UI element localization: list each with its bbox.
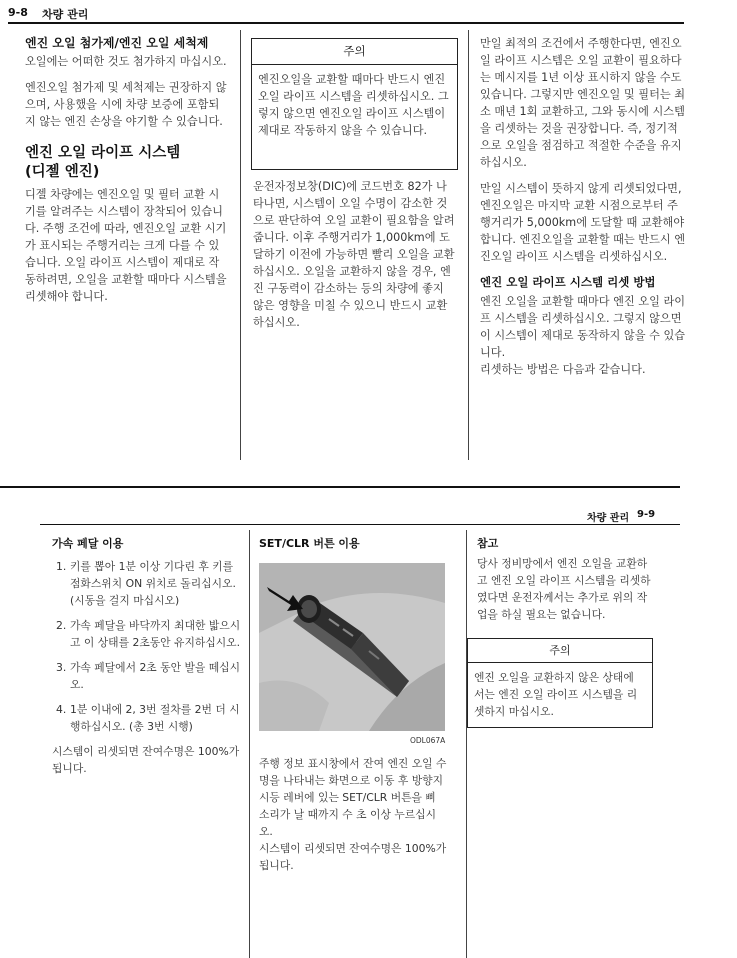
caution-box — [467, 638, 653, 728]
optimal-conditions-paragraph: 만일 최적의 조건에서 주행한다면, 엔진오일 라이프 시스템은 오일 교환이 필요하다는 메시지를 1년 이상 표시하지 않을 수도 있습니다. 그렇지만 엔진오일 및 필터는 최소 매년 1회 교환하고, 그와 동시에 시스템을 리셋하는 것을 권장합니다. 즉, 정기적으로 오일을 점검하고 적절한 수준을 유지하십시오. — [480, 37, 686, 169]
note-paragraph: 당사 정비망에서 엔진 오일을 교환하고 엔진 오일 라이프 시스템을 리셋하였다면 운전자께서는 추가로 위의 작업을 하실 필요는 없습니다. — [477, 557, 651, 621]
additive-paragraph: 오일에는 어떠한 것도 첨가하지 마십시오. — [25, 55, 227, 68]
column-3 — [477, 535, 657, 632]
column-divider — [249, 530, 250, 958]
additive-heading: 엔진 오일 첨가제/엔진 오일 세척제 — [25, 36, 209, 50]
page-number: 9-9 — [637, 509, 656, 520]
setclr-paragraph: 주행 정보 표시창에서 잔여 엔진 오일 수명을 나타내는 화면으로 이동 후 방향지시등 레버에 있는 SET/CLR 버튼을 삐 소리가 날 때까지 수 초 이상 누르십시오. — [259, 757, 447, 838]
pedal-heading: 가속 페달 이용 — [52, 537, 124, 550]
reset-method-heading: 엔진 오일 라이프 시스템 리셋 방법 — [480, 275, 656, 289]
lever-illustration — [259, 563, 445, 731]
reset-method-intro: 리셋하는 방법은 다음과 같습니다. — [480, 363, 646, 376]
accidental-reset-paragraph: 만일 시스템이 뜻하지 않게 리셋되었다면, 엔진오일은 마지막 교환 시점으로부터 주행거리가 5,000km에 도달할 때 교환해야 합니다. 엔진오일을 교환할 때는 반드시 엔진오일 라이프 시스템을 리셋하십시오. — [480, 182, 686, 263]
additive-paragraph-2: 엔진오일 첨가제 및 세척제는 권장하지 않으며, 사용했을 시에 차량 보증에 포함되지 않는 엔진 손상을 야기할 수 있습니다. — [25, 81, 227, 128]
header-rule — [8, 22, 684, 24]
note-heading: 참고 — [477, 537, 499, 550]
section-title: 차량 관리 — [42, 8, 89, 21]
caution-box — [251, 38, 458, 170]
caution-title: 주의 — [252, 39, 457, 65]
reset-method-paragraph: 엔진 오일을 교환할 때마다 엔진 오일 라이프 시스템을 리셋하십시오. 그렇지 않으면 이 시스템이 제대로 동작하지 않을 수 있습니다. — [480, 295, 686, 359]
caution-title: 주의 — [468, 639, 652, 663]
column-divider — [240, 30, 241, 460]
column-2 — [259, 755, 449, 883]
setclr-heading: SET/CLR 버튼 이용 — [259, 537, 360, 550]
section-title: 차량 관리 — [587, 513, 630, 524]
pedal-result: 시스템이 리셋되면 잔여수명은 100%가 됩니다. — [52, 745, 240, 775]
setclr-result: 시스템이 리셋되면 잔여수명은 100%가 됩니다. — [259, 842, 447, 872]
header-rule — [40, 524, 680, 525]
oil-life-heading — [25, 144, 230, 182]
page-separator — [0, 486, 680, 488]
caution-body: 엔진오일을 교환할 때마다 반드시 엔진오일 라이프 시스템을 리셋하십시오. 그렇지 않으면 엔진오일 라이프 시스템이 제대로 작동하지 않을 수 있습니다. — [258, 73, 449, 137]
oil-life-heading-line1: 엔진 오일 라이프 시스템 — [25, 145, 181, 161]
oil-life-paragraph: 디젤 차량에는 엔진오일 및 필터 교환 시기를 알려주는 시스템이 장착되어 있습니다. 주행 조건에 따라, 엔진오일 교환 시기가 표시되는 주행거리는 크게 다를 수 있습니다. 오일 라이프 시스템이 제대로 작동하려면, 오일을 교환할 때마다 시스템을 리셋해야 합니다. — [25, 188, 227, 303]
column-divider — [466, 530, 467, 958]
setclr-lever-photo — [259, 563, 445, 731]
column-2 — [253, 178, 457, 340]
column-1 — [52, 535, 242, 786]
column-3 — [480, 35, 686, 387]
page-number: 9-8 — [8, 6, 28, 19]
figure-code: ODL067A — [410, 736, 446, 745]
step-item: 3. 가속 페달에서 2초 동안 발을 떼십시오. — [56, 661, 241, 691]
step-item: 2. 가속 페달을 바닥까지 최대한 밟으시고 이 상태를 2초동안 유지하십시오. — [56, 619, 241, 649]
column-divider — [468, 30, 469, 460]
pedal-steps — [52, 558, 242, 735]
caution-body: 엔진 오일을 교환하지 않은 상태에서는 엔진 오일 라이프 시스템을 리셋하지 마십시오. — [474, 671, 638, 718]
step-item: 1. 키를 뽑아 1분 이상 기다린 후 키를 점화스위치 ON 위치로 돌리십시오. (시동을 걸지 마십시오) — [56, 560, 236, 607]
oil-life-heading-line2: (디젤 엔진) — [25, 164, 100, 180]
column-1 — [25, 35, 230, 314]
dic-paragraph: 운전자정보창(DIC)에 코드번호 82가 나타나면, 시스템이 오일 수명이 감소한 것으로 판단하여 오일 교환이 필요함을 알려줍니다. 이후 주행거리가 1,000km에 도달하기 이전에 가능하면 빨리 오일을 교환하십시오. 오일을 교환하지 않을 경우, 엔진 구동력이 감소하는 등의 차량에 좋지 않은 영향을 미칠 수 있으니 반드시 교환하십시오. — [253, 180, 455, 329]
step-item: 4. 1분 이내에 2, 3번 절차를 2번 더 시행하십시오. (총 3번 시행) — [56, 703, 240, 733]
